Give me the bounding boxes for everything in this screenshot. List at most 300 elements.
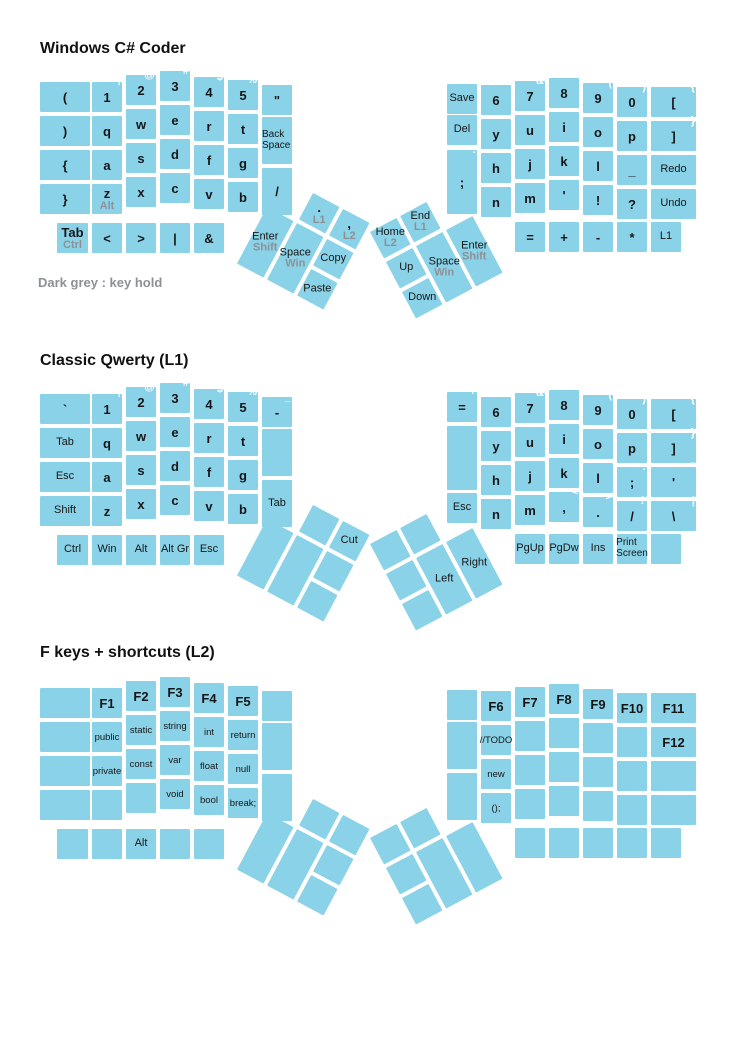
key-label: Up [399, 261, 414, 274]
key-esc [40, 462, 90, 492]
key-ins [583, 534, 613, 564]
key-shift-label: % [247, 74, 257, 86]
key-tab [40, 428, 90, 458]
key-symbol [651, 115, 696, 151]
key-label: Tab [268, 496, 286, 509]
key-label: < [103, 230, 111, 246]
key-label: float [200, 760, 218, 772]
key-label: PgUp [516, 542, 544, 555]
key-o [583, 429, 613, 459]
key-blank [549, 752, 579, 782]
key-label: f [206, 152, 212, 168]
key-blank [651, 534, 681, 564]
key-o [583, 117, 613, 147]
key-symbol [549, 222, 579, 252]
key-f [194, 145, 224, 175]
key-s [126, 143, 156, 173]
key-y [481, 119, 511, 149]
key-public [92, 722, 122, 752]
key-label: L1 [659, 230, 673, 243]
key-label: Esc [55, 470, 75, 483]
key-x [126, 177, 156, 207]
key-label: t [240, 121, 246, 137]
key-symbol [549, 486, 579, 522]
key-l [583, 151, 613, 181]
key-label: q [103, 123, 111, 139]
key-label: 4 [205, 84, 213, 100]
key-label: . [596, 504, 600, 520]
key-shift-label: ? [639, 495, 646, 507]
key-i [549, 112, 579, 142]
key-f11 [651, 693, 696, 723]
key-label: //TODO [479, 734, 513, 746]
key-6 [481, 79, 511, 115]
key-label: d [171, 458, 179, 474]
key-label: ] [671, 440, 676, 456]
key-label: string [163, 720, 187, 732]
key-hold-label: Ctrl [63, 239, 82, 251]
key-7 [515, 75, 545, 111]
key-label: s [137, 462, 145, 478]
key-symbol [40, 116, 90, 146]
key-g [228, 148, 258, 178]
key-shift-label: ! [117, 76, 121, 88]
key-label: e [171, 424, 179, 440]
key-label: Alt [134, 837, 148, 850]
key-v [194, 179, 224, 209]
key-static [126, 715, 156, 745]
key-label: (); [491, 802, 501, 814]
key-label: 5 [239, 87, 247, 103]
key-label: d [171, 146, 179, 162]
key-label: y [492, 438, 500, 454]
key-label: v [205, 186, 213, 202]
key-blank [447, 722, 477, 769]
key-symbol [651, 427, 696, 463]
key-label: ) [62, 123, 68, 139]
key-label: b [239, 501, 247, 517]
key-f10 [617, 693, 647, 723]
key-label: F3 [167, 684, 183, 700]
key-blank [40, 790, 90, 820]
key-label: Undo [660, 197, 687, 210]
key-label: o [594, 124, 602, 140]
key-symbol [92, 223, 122, 253]
key-f7 [515, 687, 545, 717]
key-label: h [492, 160, 500, 176]
key-alt [126, 829, 156, 859]
layer-title: Classic Qwerty (L1) [40, 352, 189, 369]
key-blank [515, 755, 545, 785]
key-label: v [205, 498, 213, 514]
key-var [160, 745, 190, 775]
key-d [160, 451, 190, 481]
key-label: w [135, 428, 147, 444]
key-blank [515, 828, 545, 858]
key-1 [92, 76, 122, 112]
key-blank [651, 828, 681, 858]
key-label: int [203, 726, 215, 738]
key-label: n [492, 506, 500, 522]
key-j [515, 149, 545, 179]
key-symbol [617, 461, 647, 497]
key-label: z [103, 503, 111, 519]
key-symbol [40, 82, 90, 112]
key-label: F12 [662, 734, 685, 750]
key-label: j [528, 156, 532, 172]
key-shift-label: _ [284, 391, 291, 403]
key-f2 [126, 681, 156, 711]
key-symbol [194, 223, 224, 253]
key-label: ? [628, 196, 636, 212]
key-f6 [481, 691, 511, 721]
key-blank [447, 773, 477, 820]
key-blank [126, 783, 156, 813]
key-z [92, 496, 122, 526]
key-k [549, 458, 579, 488]
key-label: j [528, 468, 532, 484]
layer-title: Windows C# Coder [40, 40, 186, 57]
key-blank [651, 761, 696, 791]
key-t [228, 426, 258, 456]
key-label: 2 [137, 82, 145, 98]
key-label: h [492, 472, 500, 488]
key-shift-label: @ [144, 69, 155, 81]
key-label: Copy [320, 252, 347, 265]
key-z [92, 184, 122, 214]
key-9 [583, 389, 613, 425]
key-label: = [458, 399, 466, 415]
key-r [194, 423, 224, 453]
key-label: Save [449, 92, 475, 105]
key-label: F6 [488, 698, 504, 714]
key-label: m [524, 190, 536, 206]
key-blank [92, 790, 122, 820]
key-w [126, 421, 156, 451]
key-label: - [595, 229, 601, 245]
key-save [447, 84, 477, 114]
key-label: Redo [660, 163, 687, 176]
key-label: private [92, 765, 122, 777]
key-m [515, 183, 545, 213]
key-paste [297, 269, 338, 310]
key-symbol [549, 180, 579, 210]
key-1 [92, 388, 122, 424]
key-f8 [549, 684, 579, 714]
key-label: b [239, 189, 247, 205]
key-shift-label: { [690, 393, 695, 405]
key-label: 8 [560, 397, 568, 413]
key-y [481, 431, 511, 461]
key-shift-label: > [605, 491, 612, 503]
key-label: u [526, 122, 534, 138]
key-blank [447, 426, 477, 490]
key-blank [549, 828, 579, 858]
key-label: } [62, 191, 68, 207]
key-label: r [206, 118, 212, 134]
key-label: / [275, 184, 279, 199]
key-symbol [651, 393, 696, 429]
key-label: 7 [526, 400, 534, 416]
key-v [194, 491, 224, 521]
key-label: / [630, 508, 634, 524]
key-redo [651, 155, 696, 185]
key-label: var [168, 754, 182, 766]
key-blank [617, 795, 647, 825]
key-shift-label: # [182, 65, 189, 77]
key-label: 1 [103, 89, 111, 105]
key-shift-label: ! [117, 388, 121, 400]
key-c [160, 485, 190, 515]
key-d [160, 139, 190, 169]
key-blank [297, 581, 338, 622]
key-blank [549, 718, 579, 748]
key-label: Back Space [262, 128, 291, 151]
key-8 [549, 72, 579, 108]
key-shift-label: @ [144, 381, 155, 393]
key-label: return [230, 729, 256, 741]
key-label: Alt Gr [160, 543, 190, 556]
key-blank [617, 727, 647, 757]
key-win [92, 535, 122, 565]
key-n [481, 187, 511, 217]
key-label: F7 [522, 694, 538, 710]
key-label: 6 [492, 92, 500, 108]
key-label: g [239, 467, 247, 483]
key-symbol [617, 189, 647, 219]
key-bool [194, 785, 224, 815]
key-label: r [206, 430, 212, 446]
key-label: Ins [590, 542, 606, 555]
key-print-screen [617, 534, 647, 564]
key-label: ` [62, 401, 68, 417]
key-label: 8 [560, 85, 568, 101]
key-pgup [515, 534, 545, 564]
key-e [160, 417, 190, 447]
key-label: w [135, 116, 147, 132]
key-p [617, 433, 647, 463]
key-label: ] [671, 128, 676, 144]
key-label: Down [408, 291, 437, 304]
key-shift-label: * [573, 72, 578, 84]
key-blank [262, 429, 292, 476]
key-shift-label: : [472, 144, 476, 156]
key-j [515, 461, 545, 491]
key-n [481, 499, 511, 529]
key-symbol [447, 144, 477, 214]
key-tab [57, 223, 88, 253]
key-label: Left [435, 572, 454, 585]
key-blank [651, 795, 696, 825]
key-label: y [492, 126, 500, 142]
key-label: ! [595, 192, 601, 208]
key-blank [194, 829, 224, 859]
key-shift-label: | [691, 495, 695, 507]
key-label: n [492, 194, 500, 210]
key-symbol [160, 223, 190, 253]
key-label: F2 [133, 688, 149, 704]
key-q [92, 428, 122, 458]
key-m [515, 495, 545, 525]
key-shift-label: $ [216, 71, 223, 83]
key-label: - [274, 404, 280, 420]
key-label: u [526, 434, 534, 450]
key-label: f [206, 464, 212, 480]
key-f12 [651, 727, 696, 757]
key-blank [583, 757, 613, 787]
key-e [160, 105, 190, 135]
key-label: 3 [171, 78, 179, 94]
key-shift-label: * [573, 384, 578, 396]
key-4 [194, 383, 224, 419]
key-blank [262, 723, 292, 770]
key-label: z [103, 186, 111, 201]
key-0 [617, 81, 647, 117]
key-label: F5 [235, 693, 251, 709]
key-a [92, 462, 122, 492]
key-7 [515, 387, 545, 423]
key-label: x [137, 184, 145, 200]
key-symbol [40, 388, 90, 424]
key-label: c [171, 180, 179, 196]
key-label: [ [671, 406, 676, 422]
key-symbol [617, 155, 647, 185]
key-2 [126, 381, 156, 417]
key-hold-label: Win [285, 257, 306, 270]
key-label: F9 [590, 696, 606, 712]
key-symbol [651, 81, 696, 117]
key-f1 [92, 688, 122, 718]
key-symbol [481, 793, 511, 823]
key-symbol [651, 461, 696, 497]
key-symbol [583, 491, 613, 527]
key-label: { [62, 157, 68, 173]
key-todo [481, 725, 511, 755]
key-return [228, 720, 258, 750]
key-label: null [235, 763, 251, 775]
key-label: i [562, 119, 566, 135]
key-label: 5 [239, 399, 247, 415]
key-label: Tab [61, 225, 84, 240]
key-label: 1 [103, 401, 111, 417]
key-f [194, 457, 224, 487]
key-label: Enter [461, 239, 488, 252]
key-label: e [171, 112, 179, 128]
key-shift-label: < [571, 486, 578, 498]
key-label: Home [375, 225, 405, 238]
key-4 [194, 71, 224, 107]
key-label: ' [562, 187, 566, 203]
key-symbol [40, 184, 90, 214]
key-label: 9 [594, 402, 602, 418]
key-shift-label: } [690, 427, 695, 439]
key-label: t [240, 433, 246, 449]
key-label: 0 [628, 94, 636, 110]
key-label: * [629, 229, 635, 245]
key-label: \ [671, 508, 676, 524]
key-blank [40, 688, 90, 718]
key-3 [160, 377, 190, 413]
key-label: k [560, 465, 568, 481]
key-shift-label: # [182, 377, 189, 389]
key-label: > [137, 230, 145, 246]
key-blank [40, 722, 90, 752]
key-5 [228, 74, 258, 110]
key-h [481, 153, 511, 183]
key-shift-label: ^ [503, 391, 510, 403]
key-label: l [596, 158, 600, 174]
key-f4 [194, 683, 224, 713]
key-del [447, 115, 477, 145]
key-label: , [347, 216, 352, 232]
key-u [515, 427, 545, 457]
key-i [549, 424, 579, 454]
key-shift-label: ~ [82, 388, 89, 400]
key-ctrl [57, 535, 88, 565]
key-label: Paste [303, 282, 332, 295]
key-label: break; [229, 797, 257, 809]
key-label: Enter [252, 230, 279, 243]
key-label: F8 [556, 691, 572, 707]
key-w [126, 109, 156, 139]
key-shift-label: ) [642, 393, 646, 405]
key-float [194, 751, 224, 781]
key-blank [549, 786, 579, 816]
key-blank [92, 829, 122, 859]
hold-legend-note: Dark grey : key hold [38, 275, 163, 290]
key-label: F10 [620, 700, 644, 716]
key-q [92, 116, 122, 146]
key-label: & [204, 230, 214, 246]
key-label: Esc [452, 501, 472, 514]
key-label: public [94, 731, 120, 743]
key-label: F4 [201, 690, 217, 706]
key-symbol [40, 150, 90, 180]
key-label: bool [200, 794, 218, 806]
key-label: Space [279, 245, 311, 258]
key-label: 3 [171, 390, 179, 406]
key-label: 6 [492, 404, 500, 420]
key-blank [617, 828, 647, 858]
key-label: new [487, 768, 505, 780]
key-symbol [262, 391, 292, 427]
key-0 [617, 393, 647, 429]
key-blank [583, 828, 613, 858]
key-null [228, 754, 258, 784]
key-private [92, 756, 122, 786]
key-symbol [447, 386, 477, 422]
key-shift-label: ( [608, 389, 612, 401]
key-u [515, 115, 545, 145]
key-label: 9 [594, 90, 602, 106]
key-a [92, 150, 122, 180]
key-label: const [129, 758, 153, 770]
key-shift-label: " [689, 461, 695, 473]
key-label: Win [97, 543, 117, 556]
key-label: F1 [99, 695, 115, 711]
key-label: m [524, 502, 536, 518]
key-symbol [583, 185, 613, 215]
key-blank [583, 723, 613, 753]
key-alt-gr [160, 535, 190, 565]
key-symbol [617, 222, 647, 252]
key-label: " [273, 92, 281, 108]
key-h [481, 465, 511, 495]
key-r [194, 111, 224, 141]
key-hold-label: L1 [413, 221, 427, 234]
key-string [160, 711, 190, 741]
key-label: void [166, 788, 184, 800]
